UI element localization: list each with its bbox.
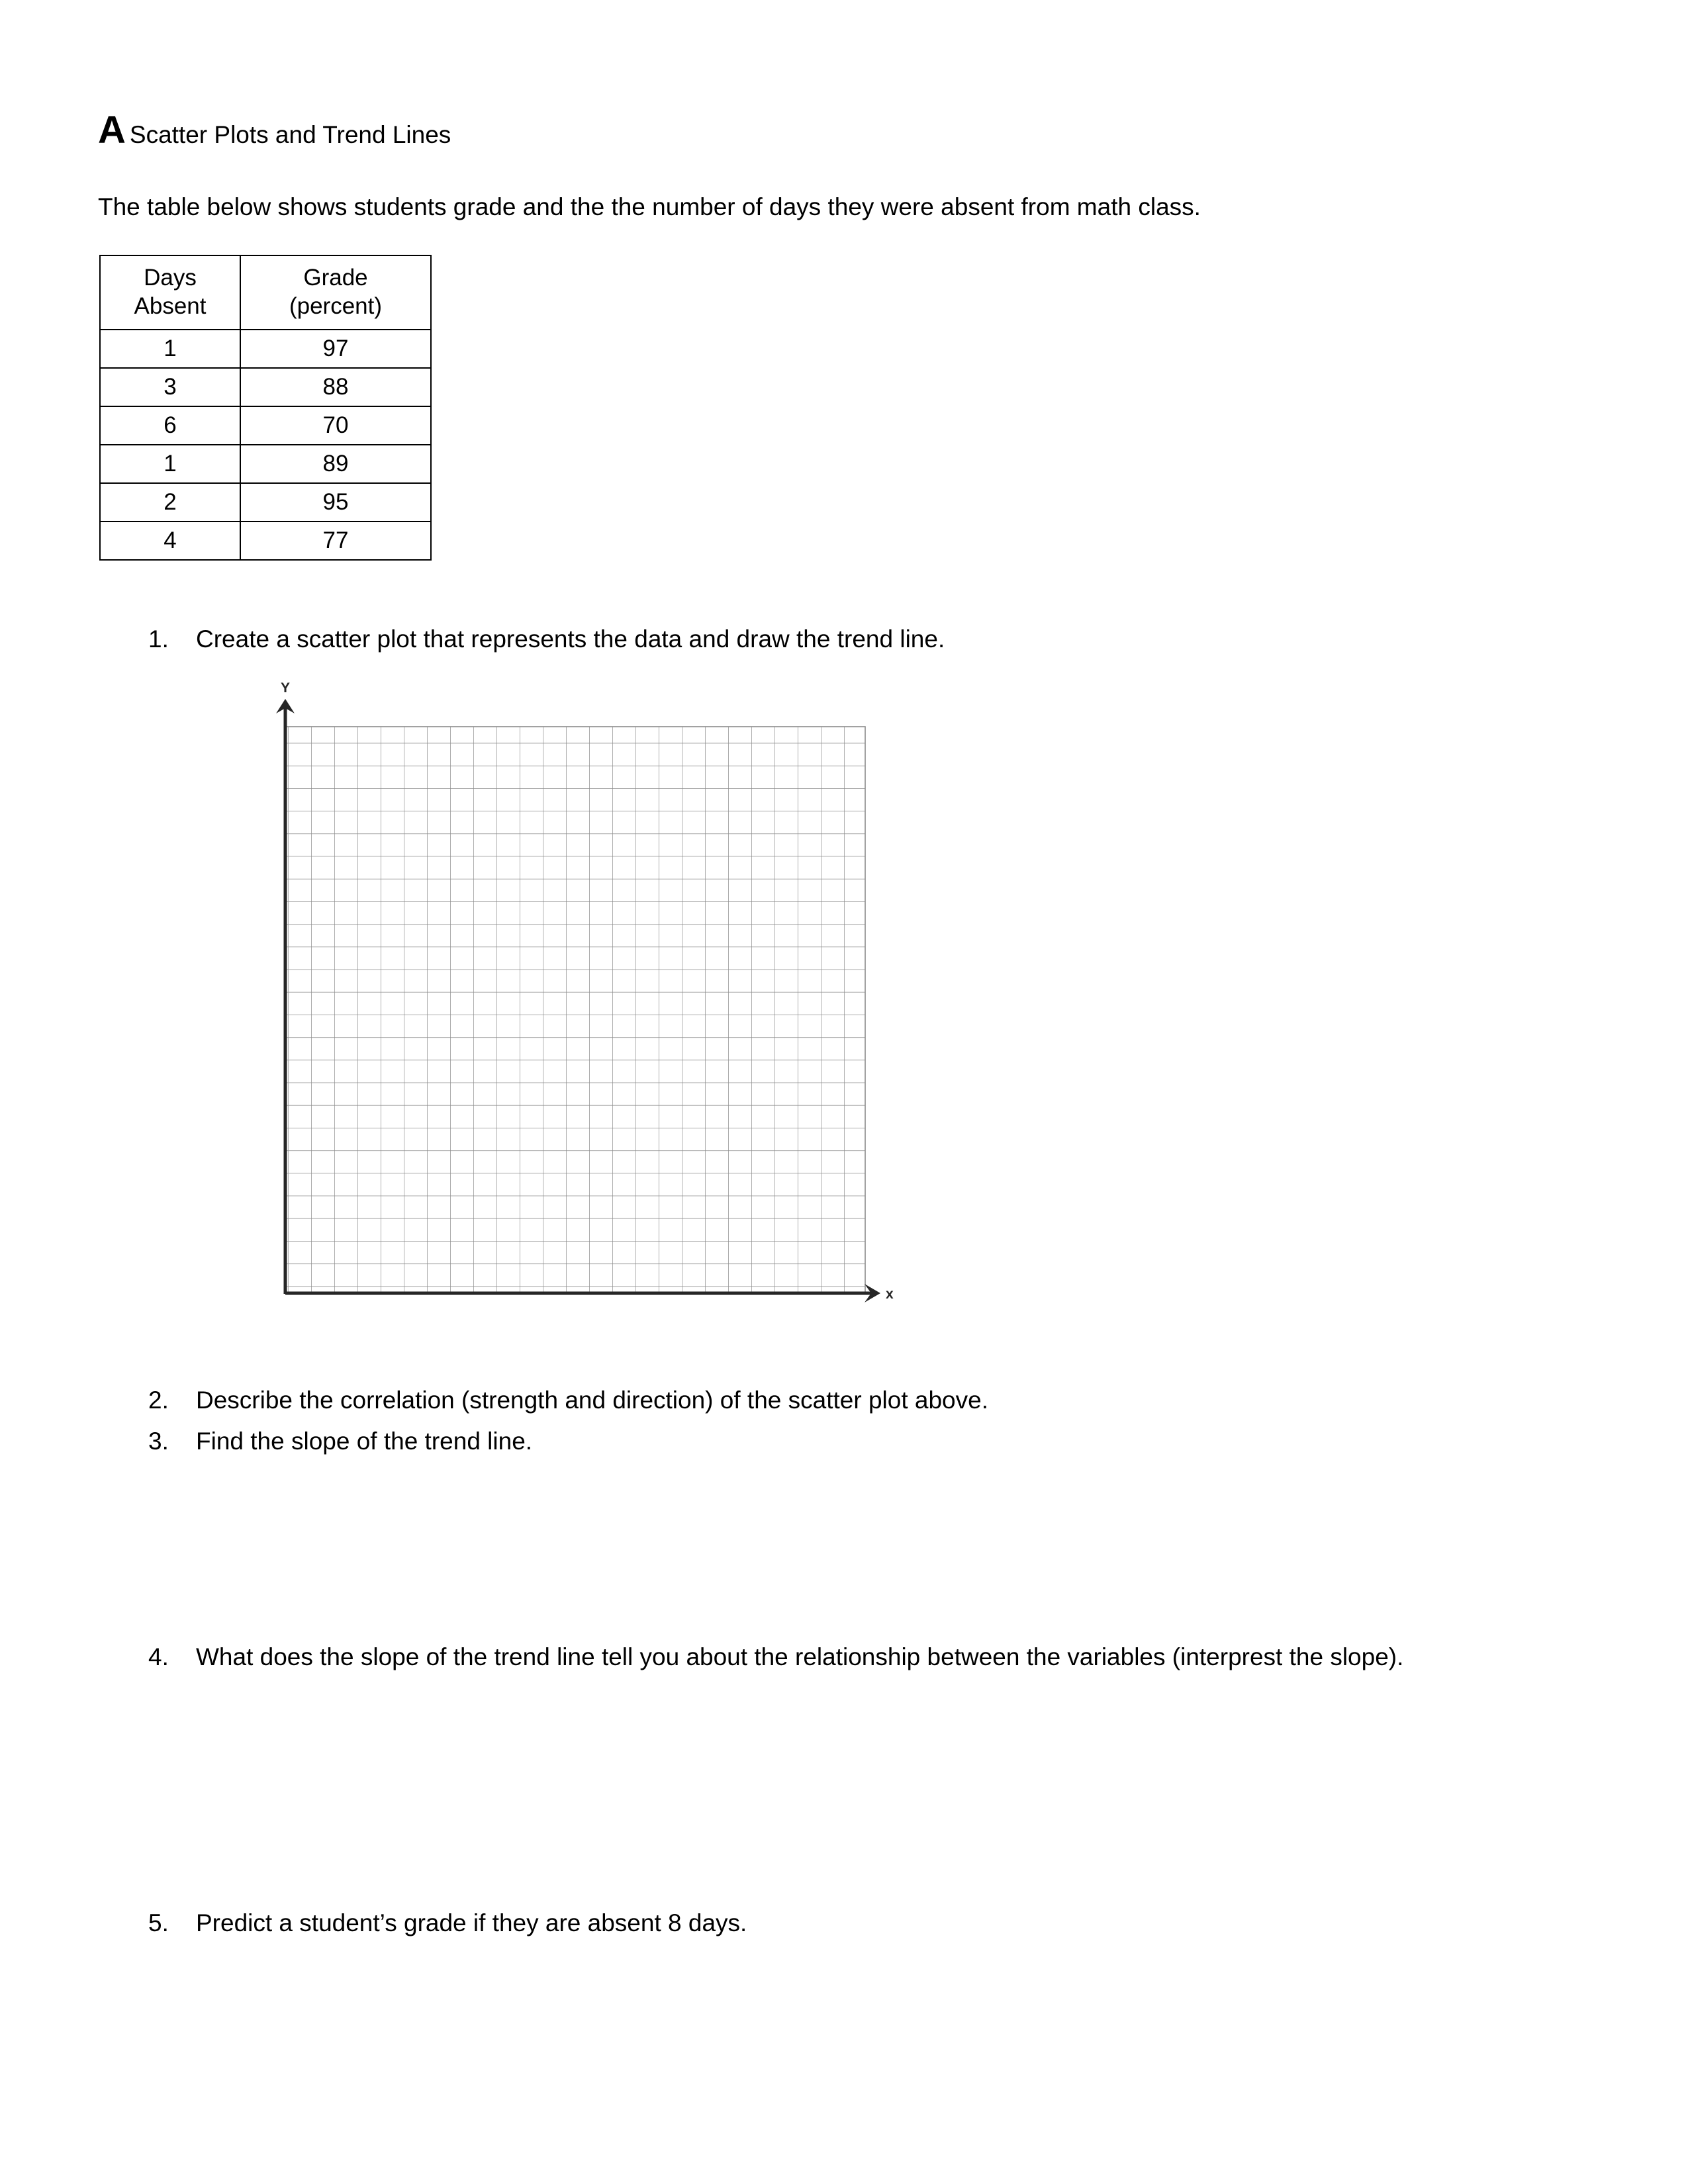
scatter-plot-grid xyxy=(265,675,900,1324)
cell-days-absent: 3 xyxy=(100,368,240,406)
question-item-5 xyxy=(148,1906,747,1941)
question-text-5: Predict a student’s grade if they are absent 8 days. xyxy=(196,1909,747,1936)
table-row xyxy=(100,522,431,560)
question-text-4: What does the slope of the trend line tell you about the relationship between the variables (interprest the slope). xyxy=(196,1643,1404,1670)
table-row xyxy=(100,445,431,483)
question-number-5: 5. xyxy=(148,1909,169,1936)
question-item-1 xyxy=(148,622,945,657)
cell-days-absent: 1 xyxy=(100,330,240,368)
title-text: Scatter Plots and Trend Lines xyxy=(129,121,451,148)
header-grade-line1: Grade xyxy=(303,265,368,291)
cell-grade: 70 xyxy=(240,406,431,445)
cell-grade: 95 xyxy=(240,483,431,522)
table-header-days-absent xyxy=(100,255,240,330)
header-grade-line2: (percent) xyxy=(289,293,383,319)
cell-grade: 77 xyxy=(240,522,431,560)
page-title xyxy=(98,111,451,150)
question-item-3 xyxy=(148,1424,532,1459)
x-axis-label: x xyxy=(886,1287,894,1302)
question-number-4: 4. xyxy=(148,1643,169,1670)
title-initial-letter: A xyxy=(98,109,126,152)
cell-grade: 89 xyxy=(240,445,431,483)
question-number-3: 3. xyxy=(148,1428,169,1455)
header-days-line2: Absent xyxy=(134,293,207,319)
question-item-4 xyxy=(148,1640,1591,1675)
table-header-grade xyxy=(240,255,431,330)
cell-days-absent: 1 xyxy=(100,445,240,483)
cell-days-absent: 4 xyxy=(100,522,240,560)
table-row xyxy=(100,368,431,406)
table-row xyxy=(100,406,431,445)
intro-paragraph: The table below shows students grade and the the number of days they were absent from math class. xyxy=(98,193,1201,220)
y-axis-label: Y xyxy=(281,680,291,696)
question-text-2: Describe the correlation (strength and direction) of the scatter plot above. xyxy=(196,1387,988,1414)
data-table xyxy=(99,255,432,561)
cell-days-absent: 2 xyxy=(100,483,240,522)
table-row xyxy=(100,483,431,522)
question-number-1: 1. xyxy=(148,625,169,653)
cell-days-absent: 6 xyxy=(100,406,240,445)
table-header-row xyxy=(100,255,431,330)
question-text-1: Create a scatter plot that represents the data and draw the trend line. xyxy=(196,625,945,653)
question-number-2: 2. xyxy=(148,1387,169,1414)
header-days-line1: Days xyxy=(144,265,197,291)
question-text-3: Find the slope of the trend line. xyxy=(196,1428,533,1455)
cell-grade: 97 xyxy=(240,330,431,368)
question-item-2 xyxy=(148,1383,988,1418)
graph-svg xyxy=(265,675,900,1324)
cell-grade: 88 xyxy=(240,368,431,406)
table-row xyxy=(100,330,431,368)
grid-area xyxy=(286,727,865,1293)
